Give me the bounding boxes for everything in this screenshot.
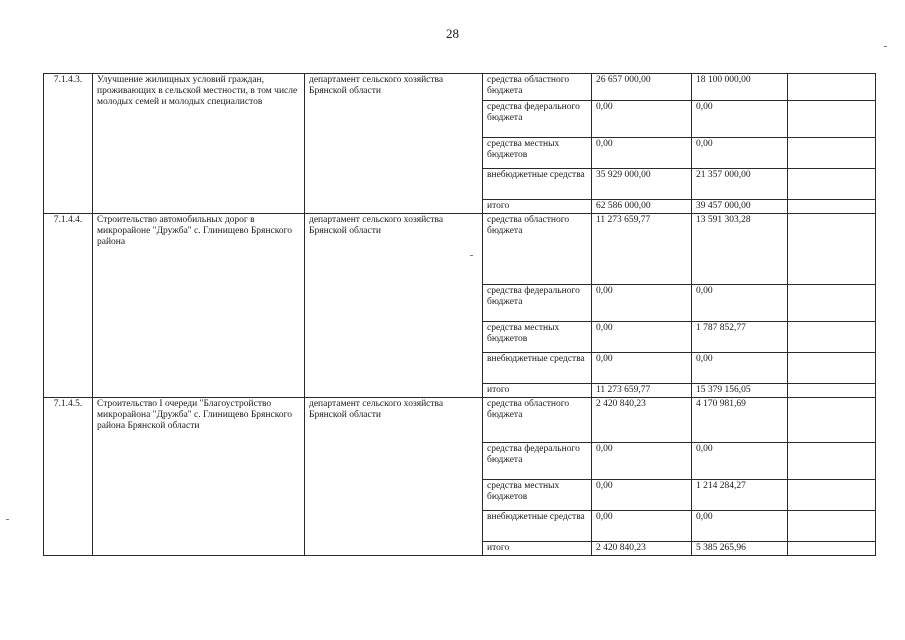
empty-cell [788,138,876,169]
amount-year-2: 0,00 [692,353,788,384]
amount-year-1: 2 420 840,23 [592,398,692,443]
funding-source: внебюджетные средства [483,353,592,384]
empty-cell [788,542,876,556]
row-number: 7.1.4.5. [44,398,93,556]
funding-source: средства областного бюджета [483,74,592,101]
funding-source: средства областного бюджета [483,398,592,443]
empty-cell [788,169,876,200]
amount-year-1: 0,00 [592,353,692,384]
empty-cell [788,214,876,285]
amount-year-2: 0,00 [692,138,788,169]
funding-source: внебюджетные средства [483,511,592,542]
funding-source: средства местных бюджетов [483,138,592,169]
amount-year-1: 0,00 [592,511,692,542]
amount-year-1: 26 657 000,00 [592,74,692,101]
funding-source: средства федерального бюджета [483,443,592,480]
amount-year-1: 11 273 659,77 [592,214,692,285]
row-number: 7.1.4.3. [44,74,93,214]
department: департамент сельского хозяйства Брянской области [305,74,483,214]
amount-year-1: 0,00 [592,443,692,480]
amount-year-1: 0,00 [592,101,692,138]
amount-year-2: 13 591 303,28 [692,214,788,285]
funding-source-total: итого [483,200,592,214]
empty-cell [788,322,876,353]
funding-source: средства местных бюджетов [483,322,592,353]
budget-table [43,73,876,556]
amount-year-2: 1 787 852,77 [692,322,788,353]
total-year-2: 39 457 000,00 [692,200,788,214]
department: департамент сельского хозяйства Брянской области [305,214,483,398]
measure-name: Строительство I очереди "Благоустройство микрорайона "Дружба" с. Глинищево Брянского района Брянской области [93,398,305,556]
empty-cell [788,511,876,542]
amount-year-2: 1 214 284,27 [692,480,788,511]
scan-mark [470,255,473,256]
measure-name: Строительство автомобильных дорог в микрорайоне "Дружба" с. Глинищево Брянского района [93,214,305,398]
funding-source-total: итого [483,542,592,556]
amount-year-1: 0,00 [592,480,692,511]
funding-source: средства федерального бюджета [483,101,592,138]
amount-year-2: 0,00 [692,285,788,322]
amount-year-1: 0,00 [592,322,692,353]
table-row [44,398,876,443]
amount-year-1: 35 929 000,00 [592,169,692,200]
amount-year-2: 21 357 000,00 [692,169,788,200]
row-number: 7.1.4.4. [44,214,93,398]
total-year-1: 11 273 659,77 [592,384,692,398]
amount-year-2: 4 170 981,69 [692,398,788,443]
empty-cell [788,353,876,384]
amount-year-2: 0,00 [692,443,788,480]
measure-name: Улучшение жилищных условий граждан, проживающих в сельской местности, в том числе молодых семей и молодых специалистов [93,74,305,214]
total-year-1: 2 420 840,23 [592,542,692,556]
total-year-1: 62 586 000,00 [592,200,692,214]
funding-source: средства областного бюджета [483,214,592,285]
empty-cell [788,398,876,443]
amount-year-2: 0,00 [692,101,788,138]
total-year-2: 5 385 265,96 [692,542,788,556]
empty-cell [788,285,876,322]
department: департамент сельского хозяйства Брянской области [305,398,483,556]
funding-source: средства федерального бюджета [483,285,592,322]
empty-cell [788,101,876,138]
empty-cell [788,443,876,480]
empty-cell [788,480,876,511]
amount-year-2: 0,00 [692,511,788,542]
amount-year-1: 0,00 [592,138,692,169]
amount-year-1: 0,00 [592,285,692,322]
scan-mark [884,46,887,47]
empty-cell [788,384,876,398]
funding-source: внебюджетные средства [483,169,592,200]
funding-source: средства местных бюджетов [483,480,592,511]
scan-mark [6,519,9,520]
table-row [44,214,876,285]
empty-cell [788,74,876,101]
table-row [44,74,876,101]
total-year-2: 15 379 156,05 [692,384,788,398]
funding-source-total: итого [483,384,592,398]
page-number: 28 [446,26,459,41]
empty-cell [788,200,876,214]
amount-year-2: 18 100 000,00 [692,74,788,101]
